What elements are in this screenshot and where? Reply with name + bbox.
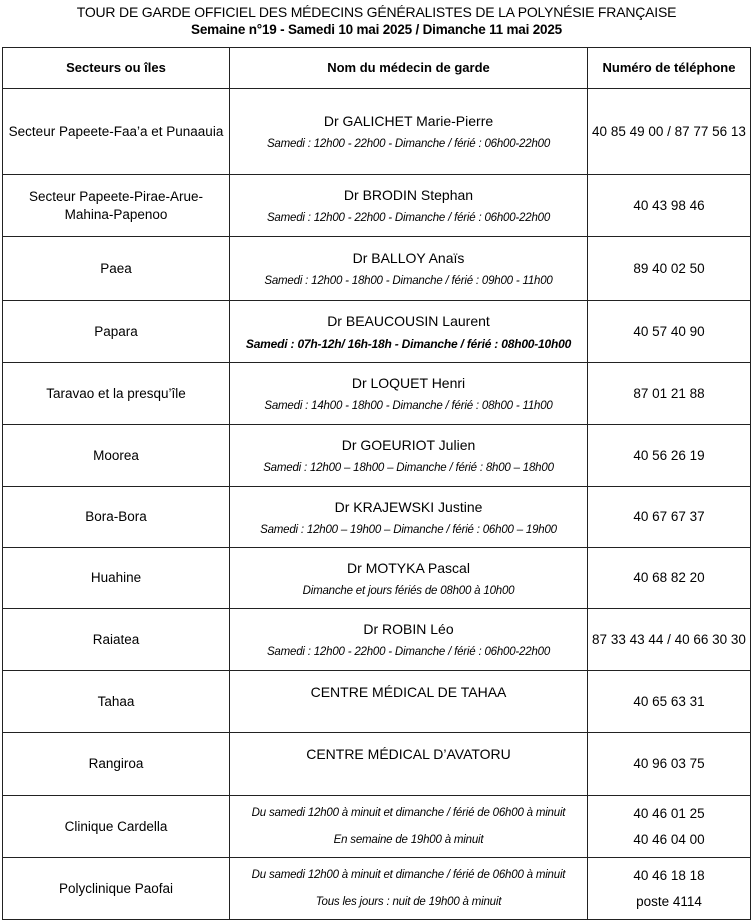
duty-hours: Dimanche et jours fériés de 08h00 à 10h00 [302, 584, 515, 597]
table-row [3, 363, 751, 425]
sector-cell: Bora-Bora [3, 487, 230, 548]
sector-cell: Secteur Papeete-Pirae-Arue-Mahina-Papenoo [3, 175, 230, 237]
duty-hours: Samedi : 12h00 - 22h00 - Dimanche / férié : 06h00-22h00 [266, 212, 551, 224]
sector-cell: Papara [3, 301, 230, 363]
phone-cell: 87 01 21 88 [588, 363, 751, 425]
duty-roster-table [2, 47, 751, 920]
column-header-doctor: Nom du médecin de garde [230, 48, 588, 89]
table-row [3, 237, 751, 301]
sector-cell: Tahaa [3, 671, 230, 733]
table-row [3, 175, 751, 237]
phone-number: 40 46 01 25 [633, 805, 705, 821]
doctor-cell [230, 487, 588, 548]
table-row [3, 301, 751, 363]
doctor-name: Dr LOQUET Henri [351, 375, 466, 391]
phone-cell: 89 40 02 50 [588, 237, 751, 301]
phone-number: 40 46 04 00 [633, 831, 705, 847]
table-row [3, 548, 751, 609]
doctor-cell [230, 363, 588, 425]
sector-cell: Rangiroa [3, 733, 230, 796]
doctor-cell [230, 301, 588, 363]
doctor-name: Dr BALLOY Anaïs [352, 250, 465, 266]
doctor-name: Dr BRODIN Stephan [343, 187, 474, 203]
phone-cell: 40 96 03 75 [588, 733, 751, 796]
sector-cell: Clinique Cardella [3, 796, 230, 858]
doctor-cell [230, 89, 588, 175]
doctor-name: CENTRE MÉDICAL DE TAHAA [310, 684, 507, 700]
doctor-cell [230, 548, 588, 609]
phone-cell: 40 57 40 90 [588, 301, 751, 363]
table-header-row [3, 48, 751, 89]
duty-note: Du samedi 12h00 à minuit et dimanche / férié de 06h00 à minuit [251, 807, 566, 819]
sector-cell: Polyclinique Paofai [3, 858, 230, 920]
doctor-name: CENTRE MÉDICAL D’AVATORU [306, 746, 511, 762]
document-subtitle: Semaine n°19 - Samedi 10 mai 2025 / Dimanche 11 mai 2025 [191, 22, 562, 37]
phone-number: 40 46 18 18 [633, 867, 705, 883]
table-row [3, 425, 751, 487]
table-row [3, 796, 751, 858]
sector-cell: Huahine [3, 548, 230, 609]
doctor-cell [230, 425, 588, 487]
duty-hours: Samedi : 12h00 - 22h00 - Dimanche / férié : 06h00-22h00 [266, 138, 551, 150]
sector-cell: Moorea [3, 425, 230, 487]
sector-cell: Secteur Papeete-Faa’a et Punaauia [3, 89, 230, 175]
doctor-cell [230, 733, 588, 796]
duty-hours: Samedi : 12h00 - 22h00 - Dimanche / férié : 06h00-22h00 [266, 646, 551, 658]
column-header-sector: Secteurs ou îles [3, 48, 230, 89]
duty-hours: Samedi : 12h00 – 19h00 – Dimanche / férié : 06h00 – 19h00 [260, 523, 557, 536]
phone-number: poste 4114 [636, 893, 702, 909]
duty-hours: Samedi : 14h00 - 18h00 - Dimanche / férié : 08h00 - 11h00 [264, 400, 553, 412]
doctor-name: Dr MOTYKA Pascal [347, 559, 470, 576]
doctor-cell [230, 175, 588, 237]
doctor-name: Dr BEAUCOUSIN Laurent [327, 313, 490, 329]
doctor-cell [230, 237, 588, 301]
doctor-name: Dr GALICHET Marie-Pierre [323, 113, 494, 129]
document-title: TOUR DE GARDE OFFICIEL DES MÉDECINS GÉNÉRALISTES DE LA POLYNÉSIE FRANÇAISE [76, 4, 677, 20]
sector-cell: Paea [3, 237, 230, 301]
phone-cell: 40 43 98 46 [588, 175, 751, 237]
doctor-name: Dr ROBIN Léo [363, 621, 454, 637]
duty-hours: Samedi : 07h-12h/ 16h-18h - Dimanche / férié : 08h00-10h00 [245, 337, 572, 351]
phone-cell: 40 56 26 19 [588, 425, 751, 487]
phone-cell: 87 33 43 44 / 40 66 30 30 [588, 609, 751, 671]
duty-hours: Samedi : 12h00 - 18h00 - Dimanche / férié : 09h00 - 11h00 [264, 275, 553, 287]
doctor-name: Dr GOEURIOT Julien [341, 437, 476, 453]
table-row [3, 671, 751, 733]
doctor-cell [230, 671, 588, 733]
doctor-cell [230, 609, 588, 671]
duty-note: Du samedi 12h00 à minuit et dimanche / férié de 06h00 à minuit [251, 869, 566, 881]
table-row [3, 487, 751, 548]
column-header-phone: Numéro de téléphone [588, 48, 751, 89]
doctor-cell [230, 796, 588, 858]
sector-cell: Raiatea [3, 609, 230, 671]
phone-cell [588, 858, 751, 920]
duty-hours: Samedi : 12h00 – 18h00 – Dimanche / férié : 8h00 – 18h00 [263, 462, 554, 474]
doctor-name: Dr KRAJEWSKI Justine [334, 498, 483, 515]
phone-cell: 40 85 49 00 / 87 77 56 13 [588, 89, 751, 175]
phone-cell: 40 65 63 31 [588, 671, 751, 733]
table-row [3, 858, 751, 920]
phone-cell: 40 67 67 37 [588, 487, 751, 548]
table-row [3, 733, 751, 796]
duty-note: En semaine de 19h00 à minuit [333, 834, 484, 846]
sector-cell: Taravao et la presqu’île [3, 363, 230, 425]
doctor-cell [230, 858, 588, 920]
duty-note: Tous les jours : nuit de 19h00 à minuit [315, 896, 502, 908]
table-row [3, 609, 751, 671]
phone-cell: 40 68 82 20 [588, 548, 751, 609]
phone-cell [588, 796, 751, 858]
table-row [3, 89, 751, 175]
